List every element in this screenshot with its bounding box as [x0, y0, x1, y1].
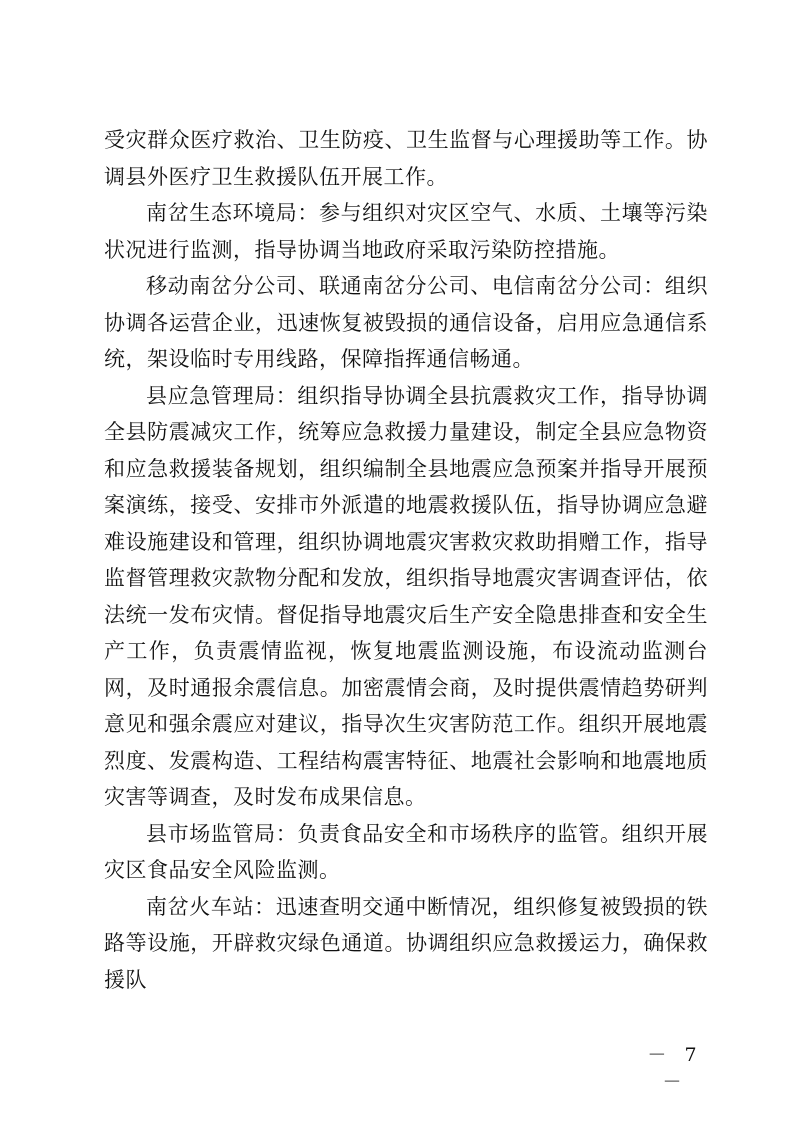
paragraph-ecology-bureau: 南岔生态环境局：参与组织对灾区空气、水质、土壤等污染状况进行监测，指导协调当地政府采取污染防控措施。: [104, 201, 708, 262]
paragraph-market-supervision: 县市场监管局：负责食品安全和市场秩序的监管。组织开展灾区食品安全风险监测。: [104, 821, 708, 882]
paragraph-medical-relief: 受灾群众医疗救治、卫生防疫、卫生监督与心理援助等工作。协调县外医疗卫生救援队伍开展工作。: [104, 128, 708, 189]
body-text: [104, 122, 708, 998]
paragraph-emergency-management: 县应急管理局：组织指导协调全县抗震救灾工作，指导协调全县防震减灾工作，统筹应急救援力量建设，制定全县应急物资和应急救援装备规划，组织编制全县地震应急预案并指导开展预案演练，接受、安排市外派遣的地震救援队伍，指导协调应急避难设施建设和管理，组织协调地震灾害救灾救助捐赠工作，指导监督管理救灾款物分配和发放，组织指导地震灾害调查评估，依法统一发布灾情。督促指导地震灾后生产安全隐患排查和安全生产工作，负责震情监视，恢复地震监测设施，布设流动监测台网，及时通报余震信息。加密震情会商，及时提供震情趋势研判意见和强余震应对建议，指导次生灾害防范工作。组织开展地震烈度、发震构造、工程结构震害特征、地震社会影响和地震地质灾害等调查，及时发布成果信息。: [104, 383, 708, 809]
page-number: － 7 －: [647, 1044, 703, 1093]
paragraph-telecom-operators: 移动南岔分公司、联通南岔分公司、电信南岔分公司：组织协调各运营企业，迅速恢复被毁损的通信设备，启用应急通信系统，架设临时专用线路，保障指挥通信畅通。: [104, 274, 708, 371]
paragraph-railway-station: 南岔火车站：迅速查明交通中断情况，组织修复被毁损的铁路等设施，开辟救灾绿色通道。协调组织应急救援运力，确保救援队: [104, 894, 708, 992]
